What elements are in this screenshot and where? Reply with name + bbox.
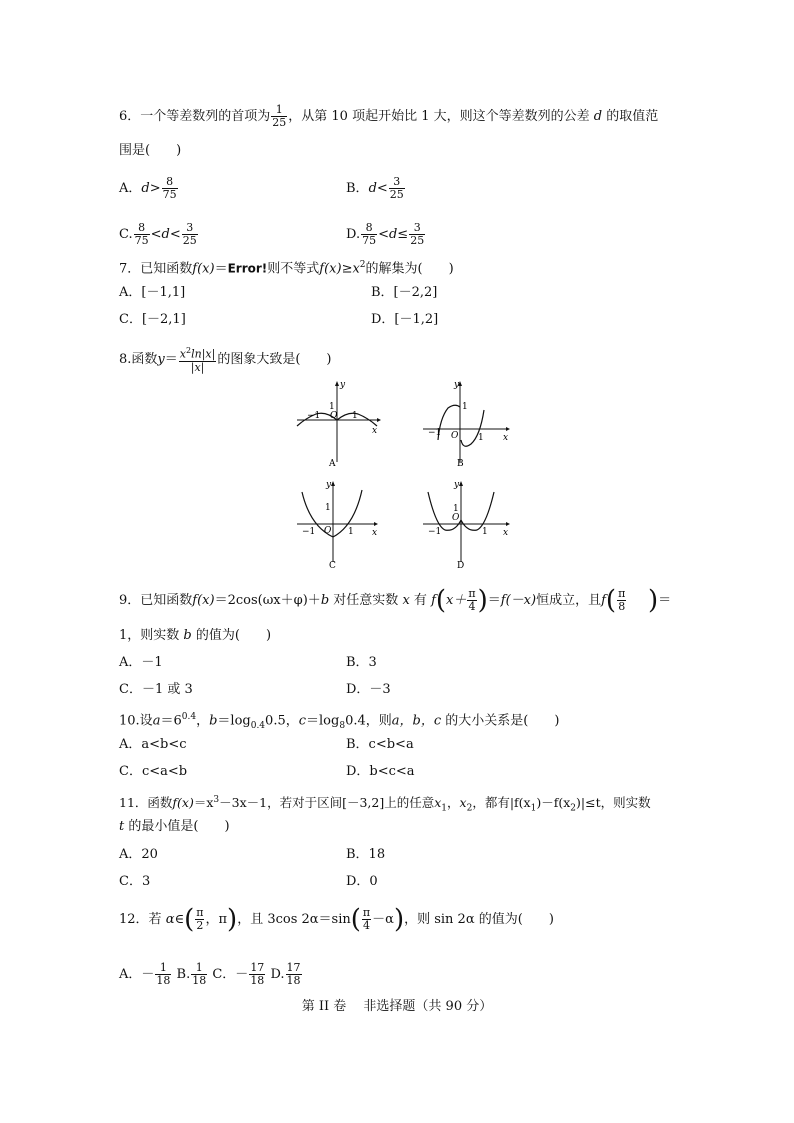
graph-a-y-label: y: [340, 380, 346, 390]
q10-option-b: B．c<b<a: [346, 737, 414, 752]
graph-c-y-label: y: [326, 480, 332, 490]
q7-option-a: A．[－1,1]: [119, 285, 186, 300]
graph-d-origin: O: [452, 513, 460, 523]
q9-option-b: B．3: [346, 655, 377, 670]
q10-option-c: C．c<a<b: [119, 764, 188, 779]
q9-stem: 9．已知函数f(x)＝2cos(ωx＋φ)＋b 对任意实数 x 有 f(x＋ $\frac{\pi}{4}$ )＝f(－x)恒成立，且f( $\frac{\pi}{8}$ )＝: [119, 585, 672, 616]
graph-d-y-arrow: [459, 481, 463, 486]
q11-option-c: C．3: [119, 874, 151, 889]
q12-option-a: A．－ $\frac{1}{18}$: [119, 961, 171, 987]
q11-option-a: A．20: [119, 847, 158, 862]
graph-c-x-arrow: [374, 522, 378, 526]
graph-d-y-one: 1: [453, 504, 459, 514]
graph-c-y-arrow: [331, 481, 335, 486]
graph-c-label: C: [329, 561, 336, 568]
q11-option-d: D．0: [346, 874, 378, 889]
graph-b: [418, 378, 518, 468]
graph-d: [418, 478, 518, 568]
graph-c-origin: O: [324, 526, 332, 536]
graph-a-x-arrow: [377, 418, 381, 422]
graph-b-label: B: [457, 459, 464, 468]
q10-option-a: A．a<b<c: [119, 737, 187, 752]
q10-stem: 10.设$a=6^{0.4}$，$b=\log_{0.4}0.5$，$c=\log_80.4$，则a，b，c 的大小关系是( ): [119, 712, 560, 731]
graph-a-pos1: 1: [352, 411, 358, 421]
graph-b-y-label: y: [454, 380, 460, 390]
q9-option-c: C．－1 或 3: [119, 682, 193, 697]
q6-option-a: A．d> $\frac{8}{75}$: [119, 175, 177, 201]
graph-a-label: A: [329, 459, 336, 468]
graph-b-neg1: −1: [428, 428, 442, 438]
graph-c-x-label: x: [372, 528, 378, 538]
graph-c-neg1: −1: [302, 527, 316, 537]
q6-option-b: B．d< $\frac{3}{25}$: [346, 175, 404, 201]
q6-stem-line2: 围是( ): [119, 143, 182, 158]
q6-option-d: D. $\frac{8}{75}$ <d≤ $\frac{3}{25}$: [346, 221, 425, 247]
graph-c-y-one: 1: [325, 503, 331, 513]
graph-c: [292, 478, 392, 568]
graph-a-y-one: 1: [329, 402, 335, 412]
q6-frac: $\frac{1}{25}$: [272, 103, 287, 129]
graph-a-x-label: x: [372, 426, 378, 436]
q12-stem: 12．若 α∈( $\frac{\pi}{2}$ ，π)，且 3cos 2α＝sin( $\frac{\pi}{4}$ －α)，则 sin 2α 的值为( ): [119, 904, 554, 935]
q11-option-b: B．18: [346, 847, 386, 862]
graph-a-neg1: −1: [307, 411, 321, 421]
graph-a: [292, 378, 392, 468]
section-title: 第 II 卷 非选择题（共 90 分）: [301, 999, 493, 1014]
graph-c-pos1: 1: [348, 527, 354, 537]
q12-option-c: C．－ $\frac{17}{18}$: [212, 961, 265, 987]
graph-d-x-label: x: [503, 528, 509, 538]
q7-option-c: C．[－2,1]: [119, 312, 186, 327]
q9-option-d: D．－3: [346, 682, 391, 697]
q6-stem: 6．一个等差数列的首项为 $\frac{1}{25}$ ，从第 10 项起开始比 1 大，则这个等差数列的公差 d 的取值范: [119, 103, 659, 129]
q7-option-d: D．[－1,2]: [371, 312, 439, 327]
q12-options: [119, 962, 303, 987]
q7-option-b: B．[－2,2]: [371, 285, 438, 300]
q11-stem-line2: t 的最小值是( ): [119, 819, 230, 834]
q12-option-b: B. $\frac{1}{18}$: [176, 961, 207, 987]
graph-a-origin: O: [330, 411, 338, 421]
graph-d-y-label: y: [454, 480, 460, 490]
graph-b-x-label: x: [503, 433, 509, 443]
q11-stem: 11．函数$f(x)=x^3-3x-1$，若对于区间[－3,2]上的任意$x_1$，$x_2$，都有$|f(x_1)-f(x_2)|\le t$，则实数: [119, 795, 651, 814]
graph-b-y-one: 1: [462, 402, 468, 412]
q6-option-c: C. $\frac{8}{75}$ <d< $\frac{3}{25}$: [119, 221, 197, 247]
graph-d-label: D: [457, 561, 465, 568]
graph-d-neg1: −1: [428, 527, 442, 537]
q8-stem: 8.函数y＝ $\frac{x^2\ln|x|}{|x|}$ 的图象大致是( ): [119, 346, 332, 374]
graph-b-x-arrow: [506, 427, 510, 431]
graph-b-origin: O: [451, 431, 459, 441]
q12-option-d: D. $\frac{17}{18}$: [270, 961, 301, 987]
q7-stem: 7．已知函数f(x)＝Error!则不等式$f(x)\ge x^2$的解集为( ): [119, 260, 454, 277]
q10-option-d: D．b<c<a: [346, 764, 415, 779]
graph-a-y-arrow: [335, 381, 339, 386]
graph-d-x-arrow: [506, 522, 510, 526]
graph-b-pos1: 1: [478, 433, 484, 443]
graph-d-pos1: 1: [482, 527, 488, 537]
q9-stem-line2: 1，则实数 b 的值为( ): [119, 628, 272, 643]
q9-option-a: A．－1: [119, 655, 163, 670]
